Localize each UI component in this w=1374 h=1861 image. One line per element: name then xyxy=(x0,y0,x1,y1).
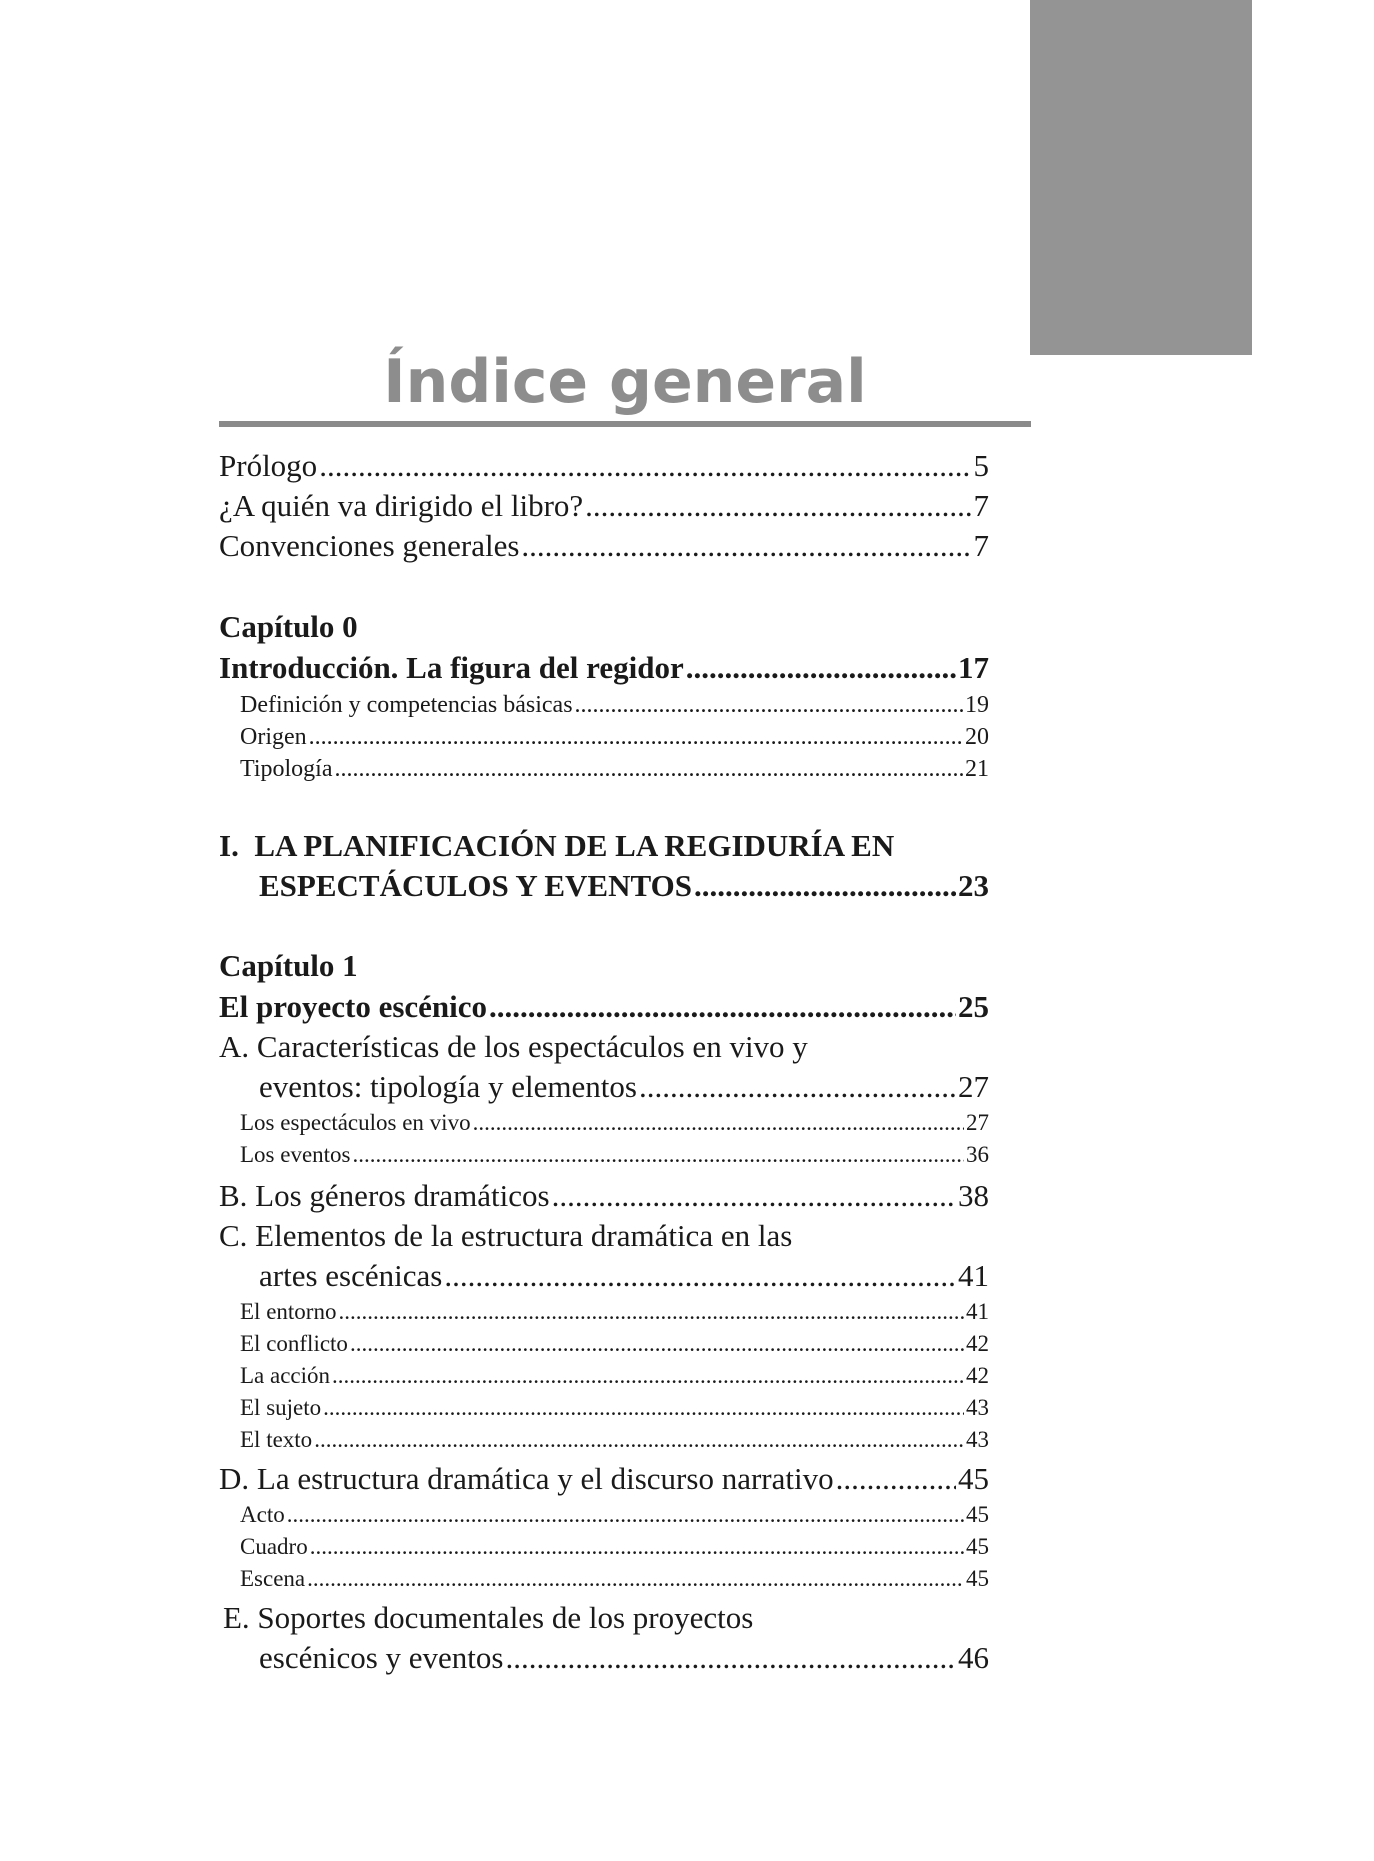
toc-entry-page: 23 xyxy=(958,868,989,903)
toc-subentry-espectaculos[interactable] xyxy=(219,1107,989,1139)
toc-entry-page: 46 xyxy=(958,1640,989,1675)
title-divider xyxy=(219,421,1031,427)
toc-entry-page: 38 xyxy=(958,1178,989,1213)
toc-entry-page: 41 xyxy=(958,1258,989,1293)
toc-entry-page: 36 xyxy=(966,1142,989,1167)
toc-entry-section-b[interactable] xyxy=(219,1176,989,1216)
toc-leader-dots xyxy=(639,1067,956,1107)
toc-subentry-eventos[interactable] xyxy=(219,1139,989,1171)
toc-entry-section-a[interactable] xyxy=(219,1067,989,1107)
toc-entry-a-quien[interactable] xyxy=(219,486,989,526)
toc-entry-page: 45 xyxy=(966,1502,989,1527)
toc-leader-dots xyxy=(319,446,971,486)
toc-entry-label: Convenciones generales xyxy=(219,528,520,563)
toc-leader-dots xyxy=(334,753,963,785)
toc-entry-label: La acción xyxy=(240,1363,331,1388)
toc-entry-label: Los espectáculos en vivo xyxy=(240,1110,471,1135)
toc-leader-dots xyxy=(338,1296,964,1328)
chapter-0-heading: Capítulo 0 xyxy=(219,609,358,644)
toc-subentry-escena[interactable] xyxy=(219,1563,989,1595)
toc-subentry-texto[interactable] xyxy=(219,1424,989,1456)
toc-entry-page: 19 xyxy=(965,692,989,718)
toc-entry-label: Cuadro xyxy=(240,1534,308,1559)
toc-entry-page: 7 xyxy=(973,488,989,523)
toc-leader-dots xyxy=(323,1392,964,1424)
toc-entry-label: Definición y competencias básicas xyxy=(240,692,573,718)
toc-leader-dots xyxy=(489,987,956,1027)
toc-leader-dots xyxy=(444,1256,956,1296)
toc-entry-page: 17 xyxy=(958,650,989,685)
toc-entry-section-e[interactable] xyxy=(219,1638,989,1678)
section-a-title-line1: A. Características de los espectáculos en vivo y xyxy=(219,1029,808,1064)
toc-entry-page: 41 xyxy=(966,1299,989,1324)
toc-entry-prologo[interactable] xyxy=(219,446,989,486)
toc-subentry-entorno[interactable] xyxy=(219,1296,989,1328)
toc-entry-page: 25 xyxy=(958,989,989,1024)
toc-leader-dots xyxy=(332,1360,964,1392)
toc-entry-label: D. La estructura dramática y el discurso narrativo xyxy=(219,1461,834,1496)
toc-entry-page: 45 xyxy=(966,1534,989,1559)
toc-entry-label: Acto xyxy=(240,1502,285,1527)
toc-subentry-sujeto[interactable] xyxy=(219,1392,989,1424)
toc-leader-dots xyxy=(836,1459,956,1499)
toc-leader-dots xyxy=(694,866,956,906)
chapter-tab-marker xyxy=(1030,0,1252,355)
toc-entry-page: 5 xyxy=(973,448,989,483)
toc-entry-label: El proyecto escénico xyxy=(219,989,488,1024)
toc-entry-page: 7 xyxy=(973,528,989,563)
toc-subentry-definicion[interactable] xyxy=(219,689,989,721)
toc-leader-dots xyxy=(309,721,963,753)
toc-leader-dots xyxy=(307,1563,964,1595)
toc-entry-label: El entorno xyxy=(240,1299,337,1324)
toc-entry-label: Introducción. La figura del regidor xyxy=(219,650,684,685)
toc-entry-label: Origen xyxy=(240,724,307,750)
toc-leader-dots xyxy=(310,1531,964,1563)
toc-leader-dots xyxy=(314,1424,964,1456)
toc-leader-dots xyxy=(353,1139,964,1171)
toc-entry-page: 27 xyxy=(958,1069,989,1104)
toc-subentry-acto[interactable] xyxy=(219,1499,989,1531)
toc-entry-label: artes escénicas xyxy=(259,1258,443,1293)
toc-entry-convenciones[interactable] xyxy=(219,526,989,566)
toc-entry-page: 21 xyxy=(965,756,989,782)
toc-entry-label: El conflicto xyxy=(240,1331,348,1356)
part-1-title-line1: I. LA PLANIFICACIÓN DE LA REGIDURÍA EN xyxy=(219,828,895,863)
toc-entry-page: 27 xyxy=(966,1110,989,1135)
toc-leader-dots xyxy=(473,1107,964,1139)
toc-subentry-cuadro[interactable] xyxy=(219,1531,989,1563)
toc-entry-label: Escena xyxy=(240,1566,306,1591)
toc-entry-label: El texto xyxy=(240,1427,313,1452)
toc-leader-dots xyxy=(686,648,956,688)
toc-leader-dots xyxy=(350,1328,964,1360)
toc-entry-page: 45 xyxy=(958,1461,989,1496)
toc-entry-chapter-1[interactable] xyxy=(219,987,989,1027)
toc-leader-dots xyxy=(521,526,971,566)
section-e-title-line1: E. Soportes documentales de los proyectos xyxy=(223,1600,754,1635)
toc-entry-label: El sujeto xyxy=(240,1395,322,1420)
toc-entry-page: 43 xyxy=(966,1395,989,1420)
chapter-1-heading: Capítulo 1 xyxy=(219,948,358,983)
toc-entry-label: Tipología xyxy=(240,756,333,782)
toc-entry-page: 45 xyxy=(966,1566,989,1591)
page-title: Índice general xyxy=(383,347,867,417)
toc-entry-label: eventos: tipología y elementos xyxy=(259,1069,637,1104)
toc-leader-dots xyxy=(575,689,963,721)
toc-subentry-conflicto[interactable] xyxy=(219,1328,989,1360)
toc-leader-dots xyxy=(287,1499,964,1531)
toc-entry-page: 43 xyxy=(966,1427,989,1452)
toc-entry-label: ESPECTÁCULOS Y EVENTOS xyxy=(259,868,692,903)
toc-entry-page: 42 xyxy=(966,1363,989,1388)
toc-entry-label: Los eventos xyxy=(240,1142,351,1167)
toc-entry-label: ¿A quién va dirigido el libro? xyxy=(219,488,584,523)
toc-entry-label: B. Los géneros dramáticos xyxy=(219,1178,550,1213)
toc-leader-dots xyxy=(585,486,971,526)
toc-subentry-accion[interactable] xyxy=(219,1360,989,1392)
toc-subentry-tipologia[interactable] xyxy=(219,753,989,785)
toc-entry-section-d[interactable] xyxy=(219,1459,989,1499)
toc-entry-label: Prólogo xyxy=(219,448,318,483)
section-c-title-line1: C. Elementos de la estructura dramática en las xyxy=(219,1218,793,1253)
toc-entry-chapter-0[interactable] xyxy=(219,648,989,688)
toc-leader-dots xyxy=(552,1176,956,1216)
toc-entry-part-1[interactable] xyxy=(219,866,989,906)
toc-leader-dots xyxy=(505,1638,956,1678)
toc-subentry-origen[interactable] xyxy=(219,721,989,753)
toc-entry-page: 42 xyxy=(966,1331,989,1356)
toc-entry-page: 20 xyxy=(965,724,989,750)
toc-entry-section-c[interactable] xyxy=(219,1256,989,1296)
toc-entry-label: escénicos y eventos xyxy=(259,1640,504,1675)
